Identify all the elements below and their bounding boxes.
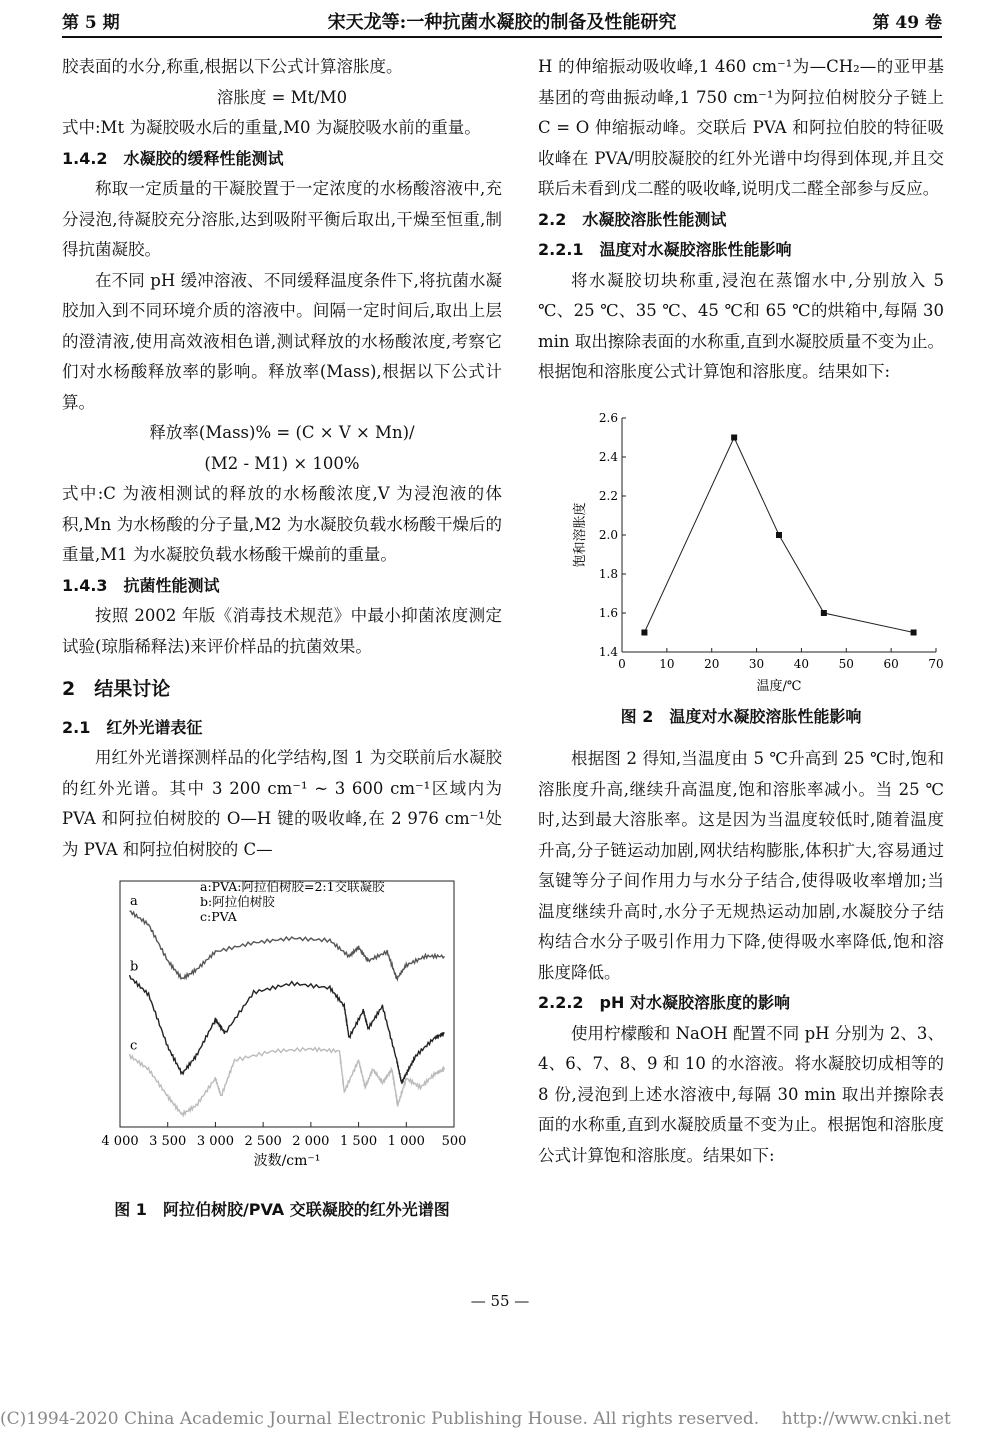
x-tick-label: 1 000 [387,1134,425,1149]
x-tick-label: 70 [928,656,944,671]
paragraph: 在不同 pH 缓冲溶液、不同缓释温度条件下,将抗菌水凝胶加入到不同环境介质的溶液中。间隔一定时间后,取出上层的澄清液,使用高效液相色谱,测试释放的水杨酸浓度,考察它们对水杨酸释放率的影响。释放率(Mass),根据以下公式计算。 [62,270,502,412]
paragraph: 将水凝胶切块称重,浸泡在蒸馏水中,分别放入 5 ℃、25 ℃、35 ℃、45 ℃和 65 ℃的烘箱中,每隔 30 min 取出擦除表面的水称重,直到水凝胶质量不变为止。根据饱和溶胀度公式计算饱和溶胀度。结果如下: [538,270,944,381]
data-point [776,532,782,538]
formula-release-b: (M2 - M1) × 100% [204,453,360,473]
swelling-temperature-chart [538,402,944,702]
section-heading: 2.2.2 pH 对水凝胶溶胀度的影响 [538,993,790,1012]
running-header [62,8,942,38]
formula-release-a: 释放率(Mass)% = (C × V × Mn)/ [149,423,415,442]
x-tick-label: 0 [618,656,626,671]
figure-caption: 图 2 温度对水凝胶溶胀性能影响 [620,706,862,726]
x-tick-label: 20 [704,656,720,671]
y-tick-label: 2.4 [598,449,618,464]
section-heading: 2.2.1 温度对水凝胶溶胀性能影响 [538,240,792,259]
paragraph: H 的伸缩振动吸收峰,1 460 cm⁻¹为—CH₂—的亚甲基基团的弯曲振动峰,1 750 cm⁻¹为阿拉伯树胶分子链上 C = O 伸缩振动峰。交联后 PVA 和阿拉伯胶的特征吸收峰在 PVA/明胶凝胶的红外光谱中均得到体现,并且交联后未看到戊二醛的吸收峰,说明戊二醛全部参与反应。 [538,57,944,198]
x-tick-label: 60 [883,656,899,671]
x-axis-label: 温度/℃ [756,678,802,694]
paragraph: 使用柠檬酸和 NaOH 配置不同 pH 分别为 2、3、4、6、7、8、9 和 10 的水溶液。将水凝胶切成相等的 8 份,浸泡到上述水溶液中,每隔 30 min 取出并擦除表面的水称重,直到水凝胶质量不变为止。根据饱和溶胀度公式计算饱和溶胀度。结果如下: [538,1023,944,1165]
swelling-temperature-figure [538,402,944,702]
x-tick-label: 4 000 [101,1134,139,1149]
y-tick-label: 1.8 [598,566,618,581]
x-tick-label: 10 [659,656,675,671]
x-tick-label: 3 000 [196,1134,235,1149]
right-column [538,52,944,1171]
plot-frame [120,881,454,1127]
ir-spectrum-figure [62,875,502,1195]
header-rule [62,36,942,38]
spectrum-line-c [130,1048,445,1116]
section-heading-main: 2 结果讨论 [62,678,171,700]
figure-caption: 图 1 阿拉伯树胶/PVA 交联凝胶的红外光谱图 [114,1200,450,1219]
y-tick-label: 2.2 [598,488,618,503]
page-number: — 55 — [470,1292,530,1310]
series-label: a [130,894,138,910]
series-label: b [130,959,139,975]
paragraph: 式中:Mt 为凝胶吸水后的重量,M0 为凝胶吸水前的重量。 [62,118,481,137]
x-tick-label: 50 [838,656,854,671]
running-title: 宋天龙等:一种抗菌水凝胶的制备及性能研究 [327,12,677,33]
left-column [62,52,502,1226]
section-heading: 2.2 水凝胶溶胀性能测试 [538,209,727,229]
legend-entry: c:PVA [200,909,237,924]
x-tick-label: 30 [748,656,765,671]
x-tick-label: 40 [793,656,810,671]
spectrum-line-b [130,975,445,1084]
section-heading: 2.1 红外光谱表征 [62,717,203,737]
paragraph: 按照 2002 年版《消毒技术规范》中最小抑菌浓度测定试验(琼脂稀释法)来评价样品的抗菌效果。 [62,606,502,656]
paragraph: 根据图 2 得知,当温度由 5 ℃升高到 25 ℃时,饱和溶胀度升高,继续升高温度,饱和溶胀率减小。当 25 ℃时,达到最大溶胀率。这是因为当温度较低时,随着温度升高,分子链运动加剧,网状结构膨胀,体积扩大,容易通过氢键等分子间作用力与水分子结合,使得吸收率增加;当温度继续升高时,水分子无规热运动加剧,水凝胶分子结构结合水分子吸引作用力下降,使得吸水率降低,饱和溶胀度降低。 [538,749,944,982]
volume-number: 第 49 卷 [872,13,942,33]
x-tick-label: 500 [441,1134,467,1149]
formula-swelling: 溶胀度 = Mt/M0 [216,87,348,107]
paragraph: 称取一定质量的干凝胶置于一定浓度的水杨酸溶液中,充分浸泡,待凝胶充分溶胀,达到吸附平衡后取出,干燥至恒重,制得抗菌凝胶。 [62,179,502,259]
section-heading: 1.4.3 抗菌性能测试 [62,575,220,595]
legend-entry: b:阿拉伯树胶 [200,894,275,909]
spectrum-line-a [130,911,445,979]
copyright-notice: (C)1994-2020 China Academic Journal Electronic Publishing House. All rights reserved. http://www.cnki.net [0,1409,951,1429]
y-axis-label: 饱和溶胀度 [573,501,588,568]
data-point [641,629,647,635]
issue-number: 第 5 期 [62,13,120,33]
data-point [731,434,737,440]
x-axis-label: 波数/cm⁻¹ [253,1153,321,1169]
x-tick-label: 3 500 [149,1134,187,1149]
paragraph: 式中:C 为液相测试的释放的水杨酸浓度,V 为浸泡液的体积,Mn 为水杨酸的分子量,M2 为水凝胶负载水杨酸干燥后的重量,M1 为水凝胶负载水杨酸干燥前的重量。 [62,484,502,564]
data-point [821,610,827,616]
data-point [911,629,917,635]
x-tick-label: 2 500 [244,1134,282,1149]
paragraph: 用红外光谱探测样品的化学结构,图 1 为交联前后水凝胶的红外光谱。其中 3 200 cm⁻¹ ~ 3 600 cm⁻¹区域内为 PVA 和阿拉伯树胶的 O—H 键的吸收峰,在 2 976 cm⁻¹处为 PVA 和阿拉伯树胶的 C— [62,748,502,859]
series-label: c [130,1038,138,1054]
paragraph: 胶表面的水分,称重,根据以下公式计算溶胀度。 [62,57,403,76]
x-tick-label: 2 000 [292,1134,330,1149]
y-tick-label: 1.4 [598,644,618,659]
ir-spectrum-chart [62,875,502,1195]
section-heading: 1.4.2 水凝胶的缓释性能测试 [62,148,284,168]
x-tick-label: 1 500 [339,1134,378,1149]
y-tick-label: 2.0 [598,527,618,542]
legend-entry: a:PVA:阿拉伯树胶=2:1交联凝胶 [200,879,385,894]
y-tick-label: 1.6 [598,605,618,620]
y-tick-label: 2.6 [598,410,618,425]
